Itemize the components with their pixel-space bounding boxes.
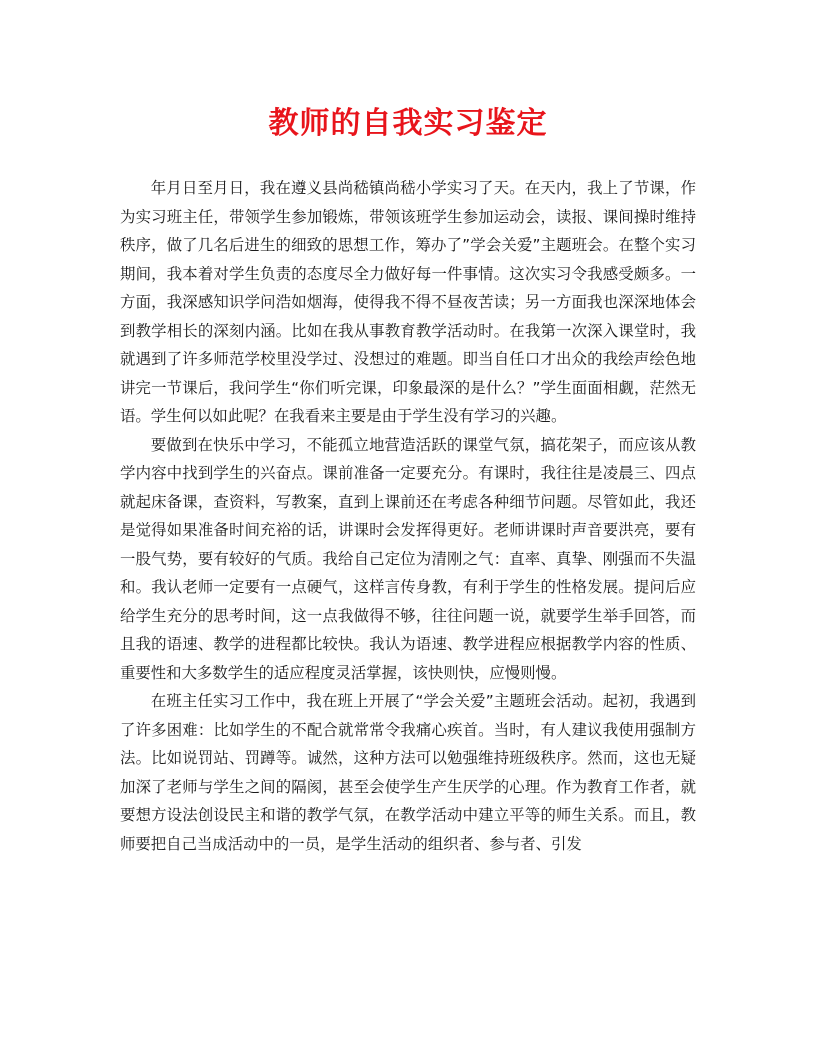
document-body [120,174,696,858]
paragraph-1: 年月日至月日，我在遵义县尚嵇镇尚嵇小学实习了天。在天内，我上了节课，作为实习班主任，带领学生参加锻炼，带领该班学生参加运动会，读报、课间操时维持秩序，做了几名后进生的细致的思想工作，筹办了”学会关爱”主题班会。在整个实习期间，我本着对学生负责的态度尽全力做好每一件事情。这次实习令我感受颇多。一方面，我深感知识学问浩如烟海，使得我不得不昼夜苦读；另一方面我也深深地体会到教学相长的深刻内涵。比如在我从事教育教学活动时。在我第一次深入课堂时，我就遇到了许多师范学校里没学过、没想过的难题。即当自任口才出众的我绘声绘色地讲完一节课后，我问学生“你们听完课，印象最深的是什么？”学生面面相觑，茫然无语。学生何以如此呢？在我看来主要是由于学生没有学习的兴趣。 [120,179,696,425]
paragraph-3: 在班主任实习工作中，我在班上开展了“学会关爱”主题班会活动。起初，我遇到了许多困难：比如学生的不配合就常常令我痛心疾首。当时，有人建议我使用强制方法。比如说罚站、罚蹲等。诚然，这种方法可以勉强维持班级秩序。然而，这也无疑加深了老师与学生之间的隔阂，甚至会使学生产生厌学的心理。作为教育工作者，就要想方设法创设民主和谐的教学气氛，在教学活动中建立平等的师生关系。而且，教师要把自己当成活动中的一员，是学生活动的组织者、参与者、引发 [120,692,696,853]
document-title: 教师的自我实习鉴定 [268,106,548,141]
paragraph-2: 要做到在快乐中学习，不能孤立地营造活跃的课堂气氛，搞花架子，而应该从教学内容中找到学生的兴奋点。课前准备一定要充分。有课时，我往往是凌晨三、四点就起床备课，查资料，写教案，直到上课前还在考虑各种细节问题。尽管如此，我还是觉得如果准备时间充裕的话，讲课时会发挥得更好。老师讲课时声音要洪亮，要有一股气势，要有较好的气质。我给自己定位为清刚之气：直率、真挚、刚强而不失温和。我认老师一定要有一点硬气，这样言传身教，有利于学生的性格发展。提问后应给学生充分的思考时间，这一点我做得不够，往往问题一说，就要学生举手回答，而且我的语速、教学的进程都比较快。我认为语速、教学进程应根据教学内容的性质、重要性和大多数学生的适应程度灵活掌握，该快则快，应慢则慢。 [120,435,696,682]
